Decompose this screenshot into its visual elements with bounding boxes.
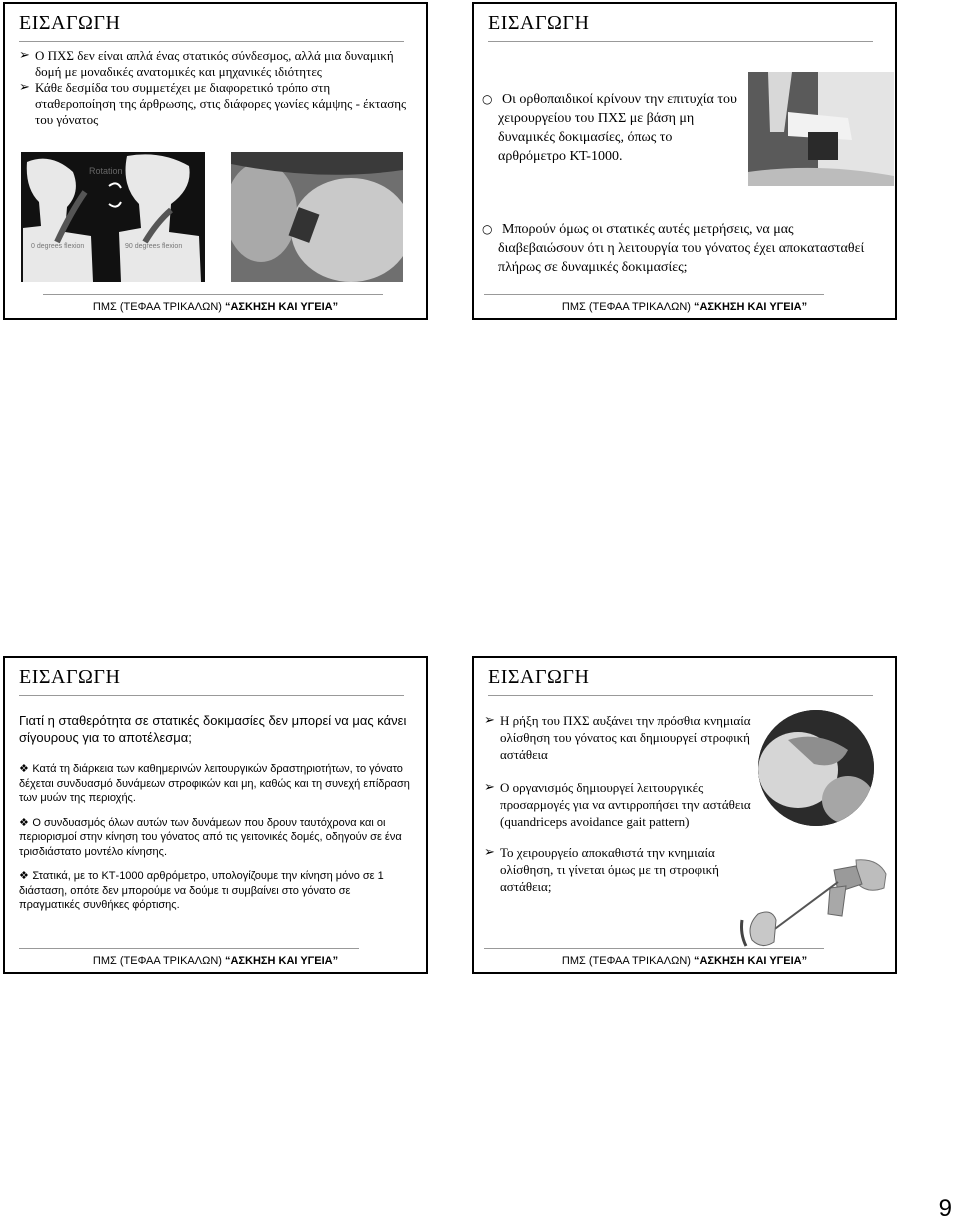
list-item: ❖ Ο συνδυασμός όλων αυτών των δυνάμεων που δρουν ταυτόχρονα και οι περιορισμοί στην κίνηση του γόνατος από τις γειτονικές δομές, οδηγούν σε ένα τρισδιάστατο μοντέλο κίνησης.: [19, 815, 402, 858]
slide-title: ΕΙΣΑΓΩΓΗ: [488, 666, 590, 688]
list-item: ➢ Ο οργανισμός δημιουργεί λειτουργικές προσαρμογές για να αντιρροπήσει την αστάθεια (quandriceps avoidance gait pattern): [484, 780, 751, 829]
slide-title: ΕΙΣΑΓΩΓΗ: [19, 12, 121, 34]
knee-3d-model: [738, 854, 888, 950]
list-item: ❖ Στατικά, με το ΚΤ-1000 αρθρόμετρο, υπολογίζουμε την κίνηση μόνο σε 1 διάσταση, οπότε δεν μπορούμε να δούμε τι συμβαίνει στο γόνατο σε πραγματικές συνθήκες φόρτισης.: [19, 869, 384, 911]
slide-4: [472, 656, 897, 974]
diamond-bullet-icon: ❖: [19, 869, 33, 882]
title-divider: [488, 695, 873, 696]
circle-bullet-icon: ○: [482, 92, 493, 106]
diamond-bullet-icon: ❖: [19, 815, 33, 829]
arrow-bullet-icon: ➢: [19, 48, 30, 63]
list-item: ➢ Η ρήξη του ΠΧΣ αυξάνει την πρόσθια κνημιαία ολίσθηση του γόνατος και δημιουργεί στροφική αστάθεια: [484, 713, 751, 762]
footer-divider: [43, 294, 383, 295]
diamond-bullet-icon: ❖: [19, 762, 33, 775]
list-item: ○ Οι ορθοπαιδικοί κρίνουν την επιτυχία του χειρουργείου του ΠΧΣ με βάση μη δυναμικές δοκιμασίες, όπως το αρθρόμετρο ΚΤ-1000.: [482, 92, 737, 164]
slide-footer: ΠΜΣ (ΤΕΦΑΑ ΤΡΙΚΑΛΩΝ) “ΑΣΚΗΣΗ ΚΑΙ ΥΓΕΙΑ”: [92, 955, 339, 967]
arrow-bullet-icon: ➢: [19, 80, 30, 95]
title-divider: [19, 41, 404, 42]
rotation-label: Rotation: [89, 166, 123, 176]
flexion-0-label: 0 degrees flexion: [31, 243, 85, 250]
list-item: ➢ Ο ΠΧΣ δεν είναι απλά ένας στατικός σύνδεσμος, αλλά μια δυναμική δομή με μοναδικές ανατομικές και μηχανικές ιδιότητες: [19, 48, 394, 79]
list-item: ➢ Κάθε δεσμίδα του συμμετέχει με διαφορετικό τρόπο στη σταθεροποίηση της άρθρωσης, στις διάφορες γωνίες κάμψης - έκτασης του γόνατος: [19, 80, 407, 127]
slide-footer: ΠΜΣ (ΤΕΦΑΑ ΤΡΙΚΑΛΩΝ) “ΑΣΚΗΣΗ ΚΑΙ ΥΓΕΙΑ”: [561, 301, 808, 313]
circle-bullet-icon: ○: [482, 222, 493, 236]
arrow-bullet-icon: ➢: [484, 780, 495, 795]
title-divider: [19, 695, 404, 696]
arrow-bullet-icon: ➢: [484, 713, 495, 728]
footer-divider: [484, 948, 824, 949]
bullet-list: [19, 762, 414, 913]
page-number: 9: [938, 1195, 952, 1222]
flexion-90-label: 90 degrees flexion: [125, 243, 183, 250]
arrow-bullet-icon: ➢: [484, 845, 495, 860]
list-item: ○ Μπορούν όμως οι στατικές αυτές μετρήσεις, να μας διαβεβαιώσουν ότι η λειτουργία του γόνατος έχει αποκατασταθεί πλήρως σε δυναμικές δοκιμασίες;: [482, 222, 865, 275]
title-divider: [488, 41, 873, 42]
knee-rotation-diagram: [21, 152, 205, 282]
arthroscopy-photo: [231, 152, 403, 282]
footer-divider: [19, 948, 359, 949]
bullet-list: [484, 712, 759, 895]
list-item: ➢ Το χειρουργείο αποκαθιστά την κνημιαία ολίσθηση, τι γίνεται όμως με τη στροφική αστάθεια;: [484, 845, 719, 894]
slide-title: ΕΙΣΑΓΩΓΗ: [488, 12, 590, 34]
slide-3: [3, 656, 428, 974]
slide-1: [3, 2, 428, 320]
list-item: ❖ Κατά τη διάρκεια των καθημερινών λειτουργικών δραστηριοτήτων, το γόνατο δέχεται συνδυασμό δυνάμεων στροφικών και μη, καθώς και τη συνεχή επίδραση των μυών της περιοχής.: [19, 762, 410, 804]
slide-footer: ΠΜΣ (ΤΕΦΑΑ ΤΡΙΚΑΛΩΝ) “ΑΣΚΗΣΗ ΚΑΙ ΥΓΕΙΑ”: [561, 955, 808, 967]
arthroscopy-circle-photo: [758, 710, 874, 826]
bullet-list: [19, 48, 414, 128]
bullet-list: [482, 90, 737, 166]
slide-footer: ΠΜΣ (ΤΕΦΑΑ ΤΡΙΚΑΛΩΝ) “ΑΣΚΗΣΗ ΚΑΙ ΥΓΕΙΑ”: [92, 301, 339, 313]
intro-question: Γιατί η σταθερότητα σε στατικές δοκιμασίες δεν μπορεί να μας κάνει σίγουρους για το αποτέλεσμα;: [19, 713, 407, 745]
footer-divider: [484, 294, 824, 295]
kt1000-photo: [748, 72, 894, 186]
bullet-list: [482, 220, 882, 277]
slide-title: ΕΙΣΑΓΩΓΗ: [19, 666, 121, 688]
slide-2: [472, 2, 897, 320]
